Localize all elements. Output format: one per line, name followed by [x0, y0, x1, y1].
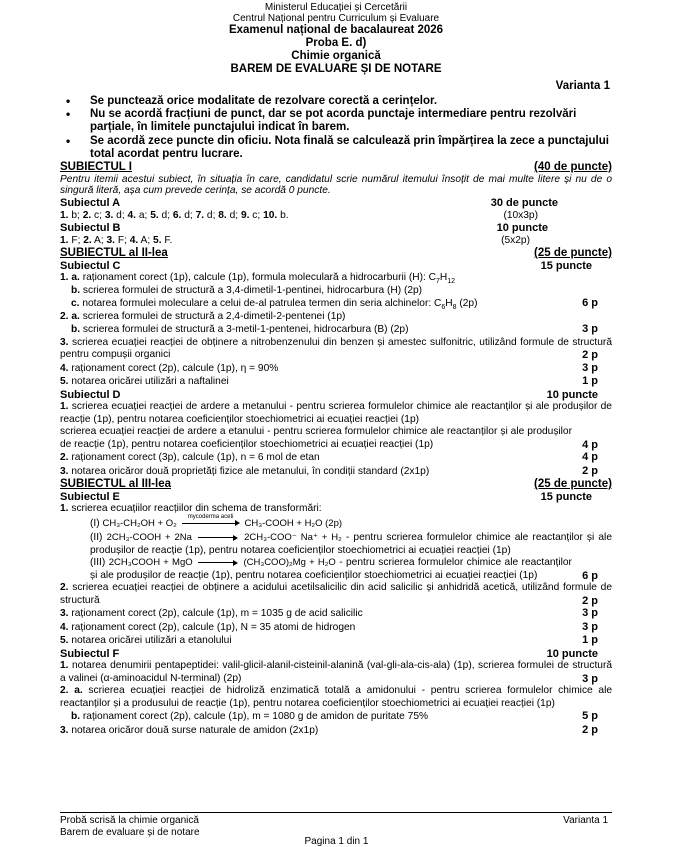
- reaction-1: (I) CH₃-CH₂OH + O₂ mycoderma aceti CH₃-COOH + H₂O (2p): [90, 513, 343, 529]
- general-notes: [60, 95, 612, 161]
- barem-title: BAREM DE EVALUARE ȘI DE NOTARE: [230, 63, 442, 75]
- item-e3: 3. raționament corect (2p), calcule (1p), m = 1035 g de acid salicilic 3 p: [60, 607, 612, 621]
- item-d2: 2. raționament corect (3p), calcule (1p), n = 6 mol de etan 4 p: [60, 451, 612, 465]
- item-f2b: b. raționament corect (2p), calcule (1p), m = 1080 g de amidon de puritate 75% 5 p: [60, 710, 612, 724]
- subiect-f-title: Subiectul F: [60, 647, 120, 660]
- ministry-name: Ministerul Educației și Cercetării: [264, 2, 408, 13]
- subiect-d-header: [60, 389, 612, 402]
- reaction-arrow-icon: [198, 533, 238, 541]
- subiect-c-header: [60, 260, 612, 273]
- footer-left-2: Barem de evaluare și de notare: [60, 826, 200, 838]
- page-number: Pagina 1 din 1: [304, 836, 369, 847]
- subiect-a-answers: [60, 210, 612, 223]
- subiect-a-calc: (10x3p): [503, 209, 538, 221]
- item-points: 2 p: [582, 594, 598, 607]
- section-2-header: [60, 247, 612, 260]
- note-item: • Se punctează orice modalitate de rezolvare corectă a cerințelor.: [86, 95, 612, 108]
- item-points: 4 p: [582, 438, 598, 451]
- item-e4: 4. raționament corect (2p), calcule (1p), N = 35 atomi de hidrogen 3 p: [60, 621, 612, 635]
- item-points: 3 p: [582, 323, 598, 336]
- subiect-b-calc: (5x2p): [501, 234, 530, 246]
- subiect-d-title: Subiectul D: [60, 388, 121, 401]
- section-2-title: SUBIECTUL al II-lea: [60, 247, 168, 260]
- item-points: 1 p: [582, 634, 598, 647]
- section-1-points: (40 de puncte): [534, 161, 612, 174]
- item-c2b: b. scrierea formulei de structură a 3-metil-1-pentenei, hidrocarbura (B) (2p) 3 p: [60, 323, 612, 337]
- item-c2a: 2. a. scrierea formulei de structură a 2,4-dimetil-2-pentenei (1p): [60, 310, 346, 322]
- reaction-3: (III) 2CH₃COOH + MgO (CH₃COO)₂Mg + H₂O - pentru scrierea formulelor chimice ale reactanților și ale produșilor de reacție (1p), pentru notarea coeficienților stoechiometrici ai ecuației reacției (1p): [90, 557, 572, 581]
- item-c3: 3. scrierea ecuației reacției de obținere a nitrobenzenului din benzen și amestec sulfonitric, utilizând formule de structură pentru compușii organici: [60, 336, 612, 361]
- item-points: 3 p: [582, 361, 598, 374]
- item-points: 3 p: [582, 672, 598, 685]
- section-1-header: [60, 161, 612, 174]
- item-e1: 1. scrierea ecuațiilor reacțiilor din schema de transformări:: [60, 503, 322, 515]
- subiect-c-points: 15 puncte: [540, 259, 592, 272]
- subiect-e-title: Subiectul E: [60, 490, 120, 503]
- item-f2a: 2. a. scrierea ecuației reacției de hidroliză enzimatică totală a amidonului - pentru scrierea formulelor chimice ale reactanților și a produsului de reacție (1p), pentru notarea coeficienților stoechiometrici ai ecuației reacției (1p): [60, 685, 612, 709]
- subiect-b-points: 10 puncte: [496, 222, 548, 235]
- item-points: 2 p: [582, 723, 598, 736]
- section-3-points: (25 de puncte): [534, 478, 612, 491]
- item-points: 3 p: [582, 620, 598, 633]
- subject-title: Chimie organică: [291, 50, 381, 62]
- item-e2: 2. scrierea ecuației reacției de obținere a acidului acetilsalicilic din acid salicilic și anhidridă acetică, utilizând formule de structură: [60, 582, 612, 606]
- item-points: 5 p: [582, 710, 598, 723]
- section-3-title: SUBIECTUL al III-lea: [60, 478, 171, 491]
- item-c4: 4. raționament corect (2p), calcule (1p), η = 90% 3 p: [60, 362, 612, 376]
- item-points: 4 p: [582, 451, 598, 464]
- item-c1a: 1. a. raționament corect (1p), calcule (1p), formula moleculară a hidrocarburii (H): $C_7H_{12}$: [60, 272, 456, 286]
- item-points: 3 p: [582, 607, 598, 620]
- footer-varianta: Varianta 1: [563, 815, 608, 826]
- subiect-e-header: [60, 491, 612, 504]
- subiect-a-points: 30 de puncte: [490, 197, 558, 210]
- note-item: • Nu se acordă fracțiuni de punct, dar se pot acorda punctaje intermediare pentru rezolvări parțiale, în limitele punctajului indicat în barem.: [86, 108, 612, 134]
- item-points: 2 p: [582, 349, 598, 362]
- answer-list: 1. b; 2. c; 3. d; 4. a; 5. d; 6. d; 7. d; 8. d; 9. c; 10. b.: [60, 209, 289, 221]
- varianta-label: Varianta 1: [555, 80, 610, 92]
- reaction-arrow-icon: [198, 558, 238, 566]
- section-1-note: Pentru itemii acestui subiect, în situația în care, candidatul scrie numărul itemului însoțit de mai multe litere și nu de o singură literă, așa cum prevede cerința, se acordă 0 puncte.: [60, 173, 612, 197]
- reaction-2: (II) 2CH₃-COOH + 2Na 2CH₃-COO⁻ Na⁺ + H₂ - pentru scrierea formulelor chimice ale reactanților și ale produșilor de reacție (1p), pentru notarea coeficienților stoechiometrici ai ecuației reacției (1p): [90, 532, 612, 556]
- subiect-b-title: Subiectul B: [60, 222, 121, 235]
- subiect-c-title: Subiectul C: [60, 259, 121, 272]
- footer-left-1: Probă scrisă la chimie organică: [60, 815, 199, 826]
- item-d3: 3. notarea oricăror două proprietăți fizice ale metanului, în condiții standard (2x1p) 2 p: [60, 465, 612, 479]
- subiect-b-header: [60, 222, 612, 235]
- barem-page: [60, 2, 612, 737]
- item-points: 6 p: [582, 297, 598, 310]
- note-item: • Se acordă zece puncte din oficiu. Nota finală se calculează prin împărțirea la zece a punctajului total acordat pentru lucrare.: [86, 135, 612, 161]
- section-2-points: (25 de puncte): [534, 247, 612, 260]
- item-points: 2 p: [582, 464, 598, 477]
- item-d1-methane: 1. scrierea ecuației reacției de ardere a metanului - pentru scrierea formulelor chimice ale reactanților și ale produșilor de reacție (1p), pentru notarea coeficienților stoechiometrici ai ecuației reacției (1p): [60, 401, 612, 425]
- subiect-d-points: 10 puncte: [546, 388, 598, 401]
- subiect-b-answers: [60, 235, 612, 248]
- item-f1: 1. notarea denumirii pentapeptidei: valil-glicil-alanil-cisteinil-alanină (val-gli-ala-cis-ala) (1p), scrierea formulei de structură a valinei (α-aminoacidul N-terminal) (2p): [60, 660, 612, 684]
- item-d1-ethane: scrierea ecuației reacției de ardere a etanului - pentru scrierea formulelor chimice ale reactanților și ale produșilor de reacție (1p), pentru notarea coeficienților stoechiometrici ai ecuației reacției (1p): [60, 426, 572, 450]
- subiect-e-points: 15 puncte: [540, 490, 592, 503]
- section-3-header: [60, 478, 612, 491]
- item-c1c: c. notarea formulei moleculare a celui de-al patrulea termen din seria alchinelor: $C_6H_8$ (2p) 6 p: [60, 297, 612, 311]
- answer-list: 1. F; 2. A; 3. F; 4. A; 5. F.: [60, 234, 173, 246]
- item-c5: 5. notarea oricărei utilizări a naftalinei 1 p: [60, 375, 612, 389]
- item-e5: 5. notarea oricărei utilizări a etanolului 1 p: [60, 634, 612, 648]
- item-f3: 3. notarea oricăror două surse naturale de amidon (2x1p) 2 p: [60, 724, 612, 738]
- page-footer: [60, 812, 612, 838]
- subiect-f-header: [60, 648, 612, 661]
- subiect-a-title: Subiectul A: [60, 197, 121, 210]
- section-1-title: SUBIECTUL I: [60, 161, 132, 174]
- item-c1b: b. scrierea formulei de structură a 3,4-dimetil-1-pentinei, hidrocarbura (H) (2p): [71, 284, 423, 296]
- exam-title: Examenul național de bacalaureat 2026: [228, 24, 444, 36]
- proba-title: Proba E. d): [305, 37, 367, 49]
- center-name: Centrul Național pentru Curriculum și Evaluare: [232, 13, 440, 24]
- subiect-a-header: [60, 197, 612, 210]
- subiect-f-points: 10 puncte: [546, 647, 598, 660]
- item-points: 6 p: [582, 569, 598, 582]
- item-points: 1 p: [582, 375, 598, 388]
- reaction-arrow-icon: mycoderma aceti: [182, 519, 240, 527]
